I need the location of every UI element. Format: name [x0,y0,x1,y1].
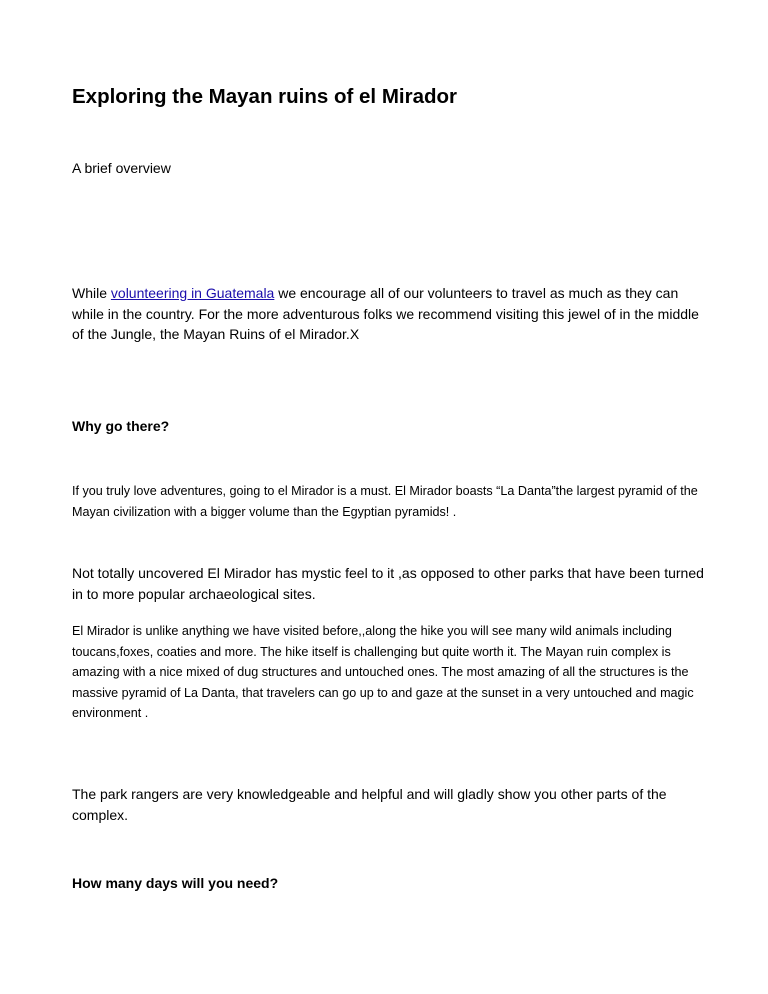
paragraph-la-danta: If you truly love adventures, going to el Mirador is a must. El Mirador boasts “La Danta”the largest pyramid of the Mayan civilization with a bigger volume than the Egyptian pyramids! . [72,484,698,519]
section-heading-days: How many days will you need? [72,875,279,891]
intro-text-after-link: we encourage all of our volunteers to travel as much as they can while in the country. For the more adventurous folks we recommend visiting this jewel of in the middle of the Jungle, the Mayan Ruins of el Mirador.X [72,285,699,342]
paragraph-mystic-feel: Not totally uncovered El Mirador has mystic feel to it ,as opposed to other parks that have been turned in to more popular archaeological sites. [72,565,704,602]
page-title: Exploring the Mayan ruins of el Mirador [72,85,457,108]
volunteering-link[interactable]: volunteering in Guatemala [110,285,275,301]
paragraph-hike: El Mirador is unlike anything we have visited before,,along the hike you will see many wild animals including toucans,foxes, coaties and more. The hike itself is challenging but quite worth it. The Mayan ruin complex is amazing with a nice mixed of dug structures and untouched ones. The most amazing of all the structures is the massive pyramid of La Danta, that travelers can go up to and gaze at the sunset in a very untouched and magic environment . [72,624,694,720]
subtitle: A brief overview [72,160,171,176]
intro-paragraph [72,283,712,345]
paragraph-park-rangers: The park rangers are very knowledgeable and helpful and will gladly show you other parts of the complex. [72,786,667,823]
section-heading-why: Why go there? [72,418,170,434]
intro-text-before-link: While [72,285,111,301]
